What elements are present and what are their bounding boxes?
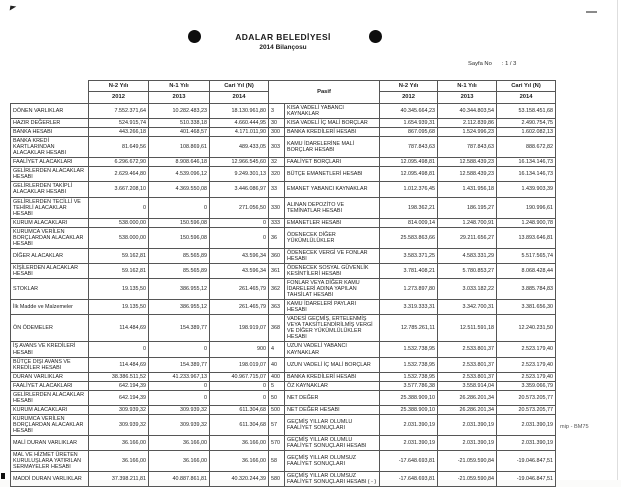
pasif-2014-cell: 190.996,61 xyxy=(497,197,556,218)
pasif-2012-cell: 1.654.939,31 xyxy=(380,119,438,128)
pasif-2013-cell: -21.059.590,84 xyxy=(438,451,497,472)
pasif-2013-cell: 1.524.996,23 xyxy=(438,128,497,137)
pasif-2012-cell: 867.095,68 xyxy=(380,128,438,137)
table-row xyxy=(11,405,556,414)
pasif-code-cell: 36 xyxy=(269,227,285,248)
col-header-n2-pasif: N-2 Yılı xyxy=(380,81,438,92)
pasif-code-cell: 580 xyxy=(269,472,285,487)
aktif-2013-cell: 8.908.646,18 xyxy=(149,158,210,167)
pasif-label-cell: FONLAR VEYA DİĞER KAMU İDARELERİ ADINA YAPILAN TAHSİLAT HESABI xyxy=(285,279,380,300)
pasif-code-cell: 33 xyxy=(269,182,285,197)
pasif-code-cell: 361 xyxy=(269,263,285,278)
aktif-2014-cell: 261.465,79 xyxy=(210,300,269,315)
pasif-code-cell: 57 xyxy=(269,414,285,435)
pasif-label-cell: NET DEĞER xyxy=(285,390,380,405)
aktif-2012-cell: 38.386.511,52 xyxy=(89,372,149,381)
table-row xyxy=(11,128,556,137)
pasif-label-cell: KAMU İDARELERİ PAYLARI HESABI xyxy=(285,300,380,315)
pasif-section-header: Pasif xyxy=(269,81,380,104)
table-row xyxy=(11,342,556,357)
pasif-2014-cell: 1.602.082,13 xyxy=(497,128,556,137)
scan-dash-mark xyxy=(586,11,597,13)
aktif-2014-cell: 271.056,50 xyxy=(210,197,269,218)
table-row xyxy=(11,390,556,405)
table-row xyxy=(11,137,556,158)
aktif-2013-cell: 85.565,89 xyxy=(149,248,210,263)
page-title: ADALAR BELEDİYESİ xyxy=(235,32,331,42)
balance-table-body xyxy=(11,103,556,486)
aktif-2013-cell: 150.596,08 xyxy=(149,218,210,227)
pasif-2013-cell: 1.431.956,18 xyxy=(438,182,497,197)
table-row xyxy=(11,167,556,182)
table-row xyxy=(11,315,556,342)
page-number xyxy=(468,61,516,67)
aktif-2014-cell: 18.130.961,80 xyxy=(210,103,269,118)
aktif-label-cell: KİŞİLERDEN ALACAKLAR HESABI xyxy=(11,263,89,278)
title-block xyxy=(193,32,373,51)
table-row xyxy=(11,103,556,118)
pasif-label-cell: GEÇMİŞ YILLAR OLUMLU FAALİYET SONUÇLARI HESABI xyxy=(285,436,380,451)
pasif-2014-cell: -19.046.847,51 xyxy=(497,472,556,487)
aktif-2014-cell: 36.166,00 xyxy=(210,451,269,472)
pasif-2013-cell: 2.533.801,37 xyxy=(438,357,497,372)
pasif-2012-cell: 1.532.738,95 xyxy=(380,372,438,381)
pasif-2013-cell: 5.780.853,27 xyxy=(438,263,497,278)
aktif-2013-cell: 309.939,32 xyxy=(149,405,210,414)
aktif-label-cell: BANKA KREDİ KARTLARINDAN ALACAKLAR HESABI xyxy=(11,137,89,158)
aktif-2012-cell: 538.000,00 xyxy=(89,227,149,248)
aktif-label-cell: DİĞER ALACAKLAR xyxy=(11,248,89,263)
pasif-label-cell: ÖDENECEK DİĞER YÜKÜMLÜLÜKLER xyxy=(285,227,380,248)
pasif-code-cell: 4 xyxy=(269,342,285,357)
pasif-2013-cell: 2.533.801,37 xyxy=(438,342,497,357)
aktif-label-cell: GELİRLERDEN TECİLLİ VE TEHİRLİ ALACAKLAR HESABI xyxy=(11,197,89,218)
aktif-header-spacer xyxy=(11,81,89,92)
table-row xyxy=(11,300,556,315)
pasif-2014-cell: 20.573.205,77 xyxy=(497,390,556,405)
aktif-2012-cell: 19.135,50 xyxy=(89,300,149,315)
pasif-code-cell: 40 xyxy=(269,357,285,372)
pasif-2012-cell: 3.583.371,25 xyxy=(380,248,438,263)
pasif-2012-cell: 25.388.909,10 xyxy=(380,390,438,405)
pasif-2013-cell: 2.112.839,86 xyxy=(438,119,497,128)
pasif-2013-cell: 787.843,63 xyxy=(438,137,497,158)
col-header-2013-pasif: 2013 xyxy=(438,92,497,103)
aktif-2012-cell: 36.166,00 xyxy=(89,436,149,451)
pasif-2014-cell: 53.158.451,68 xyxy=(497,103,556,118)
pasif-2012-cell: 25.583.863,66 xyxy=(380,227,438,248)
aktif-label-cell: ÖN ÖDEMELER xyxy=(11,315,89,342)
pasif-2012-cell: 3.319.333,31 xyxy=(380,300,438,315)
pasif-2012-cell: 3.781.408,21 xyxy=(380,263,438,278)
pasif-2014-cell: 16.134.146,73 xyxy=(497,167,556,182)
pasif-label-cell: GEÇMİŞ YILLAR OLUMLU FAALİYET SONUÇLARI xyxy=(285,414,380,435)
table-row xyxy=(11,263,556,278)
table-row xyxy=(11,279,556,300)
pasif-2014-cell: 5.517.565,74 xyxy=(497,248,556,263)
aktif-label-cell: DURAN VARLIKLAR xyxy=(11,372,89,381)
pasif-code-cell: 362 xyxy=(269,279,285,300)
aktif-2014-cell: 40.967.715,07 xyxy=(210,372,269,381)
pasif-2013-cell: 3.033.182,22 xyxy=(438,279,497,300)
pasif-code-cell: 368 xyxy=(269,315,285,342)
pasif-code-cell: 58 xyxy=(269,451,285,472)
aktif-2012-cell: 443.266,18 xyxy=(89,128,149,137)
pasif-2012-cell: 2.031.390,19 xyxy=(380,414,438,435)
aktif-2013-cell: 0 xyxy=(149,342,210,357)
balance-sheet-table xyxy=(10,80,556,487)
aktif-label-cell: GELİRLERDEN TAKİPLİ ALACAKLAR HESABI xyxy=(11,182,89,197)
aktif-2013-cell: 0 xyxy=(149,381,210,390)
aktif-label-cell: KURUM ALACAKLARI xyxy=(11,218,89,227)
aktif-2014-cell: 12.966.545,60 xyxy=(210,158,269,167)
pasif-code-cell: 400 xyxy=(269,372,285,381)
aktif-2013-cell: 85.565,89 xyxy=(149,263,210,278)
aktif-2012-cell: 59.162,81 xyxy=(89,248,149,263)
aktif-2012-cell: 2.629.464,80 xyxy=(89,167,149,182)
pasif-2014-cell: 2.031.390,19 xyxy=(497,414,556,435)
page-subtitle: 2014 Bilançosu xyxy=(259,44,307,51)
pasif-2013-cell: 2.031.390,19 xyxy=(438,414,497,435)
aktif-2012-cell: 36.166,00 xyxy=(89,451,149,472)
pasif-label-cell: GEÇMİŞ YILLAR OLUMSUZ FAALİYET SONUÇLARI HESABI ( - ) xyxy=(285,472,380,487)
table-row xyxy=(11,218,556,227)
table-row xyxy=(11,158,556,167)
pasif-code-cell: 5 xyxy=(269,381,285,390)
table-row xyxy=(11,472,556,487)
aktif-2014-cell: 43.596,34 xyxy=(210,248,269,263)
col-header-2014-pasif: 2014 xyxy=(497,92,556,103)
pasif-label-cell: BANKA KREDİLERİ HESABI xyxy=(285,372,380,381)
footer-code: mip - BM75 xyxy=(560,424,589,430)
pasif-label-cell: BANKA KREDİLERİ HESABI xyxy=(285,128,380,137)
aktif-2013-cell: 154.389,77 xyxy=(149,315,210,342)
pasif-2012-cell: 40.345.664,23 xyxy=(380,103,438,118)
header-row-periods xyxy=(11,81,556,92)
pasif-code-cell: 303 xyxy=(269,137,285,158)
aktif-2014-cell: 3.446.086,97 xyxy=(210,182,269,197)
aktif-2014-cell: 43.596,34 xyxy=(210,263,269,278)
aktif-2012-cell: 6.296.672,90 xyxy=(89,158,149,167)
table-row xyxy=(11,414,556,435)
aktif-2013-cell: 154.389,77 xyxy=(149,357,210,372)
aktif-2014-cell: 4.171.011,90 xyxy=(210,128,269,137)
col-header-n1-pasif: N-1 Yılı xyxy=(438,81,497,92)
pasif-2012-cell: 25.388.909,10 xyxy=(380,405,438,414)
pasif-label-cell: GEÇMİŞ YILLAR OLUMSUZ FAALİYET SONUÇLARI xyxy=(285,451,380,472)
aktif-2013-cell: 40.887.861,81 xyxy=(149,472,210,487)
pasif-2014-cell: -19.046.847,51 xyxy=(497,451,556,472)
pasif-code-cell: 300 xyxy=(269,128,285,137)
aktif-2012-cell: 3.667.208,10 xyxy=(89,182,149,197)
pasif-2013-cell: 2.031.390,19 xyxy=(438,436,497,451)
aktif-2014-cell: 489.433,05 xyxy=(210,137,269,158)
aktif-2012-cell: 642.194,39 xyxy=(89,390,149,405)
pasif-code-cell: 500 xyxy=(269,405,285,414)
pasif-label-cell: ÖZ KAYNAKLAR xyxy=(285,381,380,390)
table-row xyxy=(11,182,556,197)
pasif-2013-cell: -21.059.590,84 xyxy=(438,472,497,487)
pasif-2014-cell: 2.490.754,75 xyxy=(497,119,556,128)
pasif-label-cell: KISA VADELİ İÇ MALİ BORÇLAR xyxy=(285,119,380,128)
col-header-n2-aktif: N-2 Yılı xyxy=(89,81,149,92)
aktif-2013-cell: 4.369.550,08 xyxy=(149,182,210,197)
col-header-2013-aktif: 2013 xyxy=(149,92,210,103)
aktif-label-cell: MAL VE HİZMET ÜRETEN KURULUŞLARA YATIRILAN SERMAYELER HESABI xyxy=(11,451,89,472)
pasif-label-cell: ÖDENECEK SOSYAL GÜVENLİK KESİNTİLERİ HESABI xyxy=(285,263,380,278)
aktif-2012-cell: 114.484,69 xyxy=(89,357,149,372)
aktif-label-cell: KURUMCA VERİLEN BORÇLARDAN ALACAKLAR HESABI xyxy=(11,414,89,435)
pasif-2012-cell: -17.648.693,81 xyxy=(380,472,438,487)
pasif-2014-cell: 16.134.146,73 xyxy=(497,158,556,167)
aktif-label-cell: İŞ AVANS VE KREDİLERİ HESABI xyxy=(11,342,89,357)
aktif-2014-cell: 611.304,68 xyxy=(210,414,269,435)
pasif-label-cell: EMANET YABANCI KAYNAKLAR xyxy=(285,182,380,197)
aktif-2014-cell: 4.660.444,95 xyxy=(210,119,269,128)
aktif-2013-cell: 10.282.483,23 xyxy=(149,103,210,118)
pasif-label-cell: NET DEĞER HESABI xyxy=(285,405,380,414)
aktif-2013-cell: 510.338,18 xyxy=(149,119,210,128)
pasif-2012-cell: 1.273.897,80 xyxy=(380,279,438,300)
aktif-2014-cell: 900 xyxy=(210,342,269,357)
pasif-2012-cell: 3.577.786,38 xyxy=(380,381,438,390)
col-header-2012-aktif: 2012 xyxy=(89,92,149,103)
pasif-2013-cell: 4.583.331,29 xyxy=(438,248,497,263)
pasif-2012-cell: 1.012.376,45 xyxy=(380,182,438,197)
aktif-2014-cell: 0 xyxy=(210,390,269,405)
pasif-2012-cell: -17.648.693,81 xyxy=(380,451,438,472)
aktif-label-cell: MALİ DURAN VARLIKLAR xyxy=(11,436,89,451)
page-number-label: Sayfa No xyxy=(468,61,492,67)
pasif-2014-cell: 2.523.179,40 xyxy=(497,357,556,372)
pasif-2013-cell: 12.588.439,23 xyxy=(438,158,497,167)
aktif-2014-cell: 611.304,68 xyxy=(210,405,269,414)
aktif-2012-cell: 19.135,50 xyxy=(89,279,149,300)
page-number-value: : 1 / 3 xyxy=(501,61,517,67)
pasif-2014-cell: 13.893.646,81 xyxy=(497,227,556,248)
aktif-2014-cell: 198.019,07 xyxy=(210,357,269,372)
pasif-2014-cell: 8.068.428,44 xyxy=(497,263,556,278)
pasif-label-cell: ÖDENECEK VERGİ VE FONLAR HESABI xyxy=(285,248,380,263)
aktif-label-cell: FAALİYET ALACAKLARI xyxy=(11,158,89,167)
pasif-code-cell: 320 xyxy=(269,167,285,182)
pasif-2013-cell: 26.286.201,34 xyxy=(438,390,497,405)
aktif-2013-cell: 150.596,08 xyxy=(149,227,210,248)
pasif-2014-cell: 2.523.179,40 xyxy=(497,342,556,357)
aktif-2012-cell: 81.649,56 xyxy=(89,137,149,158)
pasif-2014-cell: 2.523.179,40 xyxy=(497,372,556,381)
pasif-2014-cell: 3.359.066,79 xyxy=(497,381,556,390)
aktif-2013-cell: 309.939,32 xyxy=(149,414,210,435)
aktif-header-spacer2 xyxy=(11,92,89,103)
aktif-2013-cell: 108.869,61 xyxy=(149,137,210,158)
pasif-label-cell: FAALİYET BORÇLARI xyxy=(285,158,380,167)
pasif-code-cell: 570 xyxy=(269,436,285,451)
aktif-2012-cell: 309.939,32 xyxy=(89,414,149,435)
aktif-2014-cell: 261.465,79 xyxy=(210,279,269,300)
pasif-code-cell: 30 xyxy=(269,119,285,128)
aktif-2013-cell: 386.955,12 xyxy=(149,279,210,300)
pasif-label-cell: EMANETLER HESABI xyxy=(285,218,380,227)
pasif-2012-cell: 1.532.738,95 xyxy=(380,342,438,357)
pasif-label-cell: UZUN VADELİ YABANCI KAYNAKLAR xyxy=(285,342,380,357)
table-row xyxy=(11,451,556,472)
aktif-label-cell: BÜTÇE DIŞI AVANS VE KREDİLER HESABI xyxy=(11,357,89,372)
pasif-2014-cell: 3.885.784,83 xyxy=(497,279,556,300)
aktif-2014-cell: 198.919,07 xyxy=(210,315,269,342)
aktif-label-cell: HAZIR DEĞERLER xyxy=(11,119,89,128)
pasif-2012-cell: 1.532.738,95 xyxy=(380,357,438,372)
aktif-2012-cell: 524.915,74 xyxy=(89,119,149,128)
aktif-2013-cell: 401.468,57 xyxy=(149,128,210,137)
table-row xyxy=(11,248,556,263)
pasif-2013-cell: 3.342.700,31 xyxy=(438,300,497,315)
pasif-2013-cell: 12.511.591,18 xyxy=(438,315,497,342)
aktif-label-cell: KURUM ALACAKLARI xyxy=(11,405,89,414)
aktif-2014-cell: 9.249.301,13 xyxy=(210,167,269,182)
pasif-2014-cell: 1.439.903,39 xyxy=(497,182,556,197)
aktif-2013-cell: 0 xyxy=(149,390,210,405)
col-header-2012-pasif: 2012 xyxy=(380,92,438,103)
aktif-2012-cell: 0 xyxy=(89,342,149,357)
table-row xyxy=(11,436,556,451)
table-row xyxy=(11,357,556,372)
table-row xyxy=(11,372,556,381)
scan-edge-line xyxy=(617,0,618,480)
pasif-code-cell: 50 xyxy=(269,390,285,405)
aktif-label-cell: GELİRLERDEN ALACAKLAR HESABI xyxy=(11,390,89,405)
scan-speck xyxy=(1,473,5,479)
aktif-2012-cell: 309.939,32 xyxy=(89,405,149,414)
aktif-label-cell: İlk Madde ve Malzemeler xyxy=(11,300,89,315)
scan-artifact-mark xyxy=(10,6,17,12)
aktif-2012-cell: 59.162,81 xyxy=(89,263,149,278)
aktif-label-cell: STOKLAR xyxy=(11,279,89,300)
aktif-label-cell: MADDİ DURAN VARLIKLAR xyxy=(11,472,89,487)
col-header-cari-aktif: Cari Yıl (N) xyxy=(210,81,269,92)
aktif-2012-cell: 37.398.211,81 xyxy=(89,472,149,487)
aktif-2014-cell: 0 xyxy=(210,218,269,227)
pasif-code-cell: 32 xyxy=(269,158,285,167)
aktif-2013-cell: 41.233.967,13 xyxy=(149,372,210,381)
pasif-2012-cell: 12.095.498,81 xyxy=(380,158,438,167)
pasif-2014-cell: 12.240.231,50 xyxy=(497,315,556,342)
aktif-2013-cell: 36.166,00 xyxy=(149,436,210,451)
aktif-2013-cell: 386.955,12 xyxy=(149,300,210,315)
pasif-2013-cell: 1.248.700,91 xyxy=(438,218,497,227)
pasif-2013-cell: 26.286.201,34 xyxy=(438,405,497,414)
aktif-2012-cell: 114.484,69 xyxy=(89,315,149,342)
aktif-label-cell: GELİRLERDEN ALACAKLAR HESABI xyxy=(11,167,89,182)
pasif-2012-cell: 12.095.498,81 xyxy=(380,167,438,182)
pasif-2013-cell: 40.344.803,54 xyxy=(438,103,497,118)
pasif-2013-cell: 29.211.656,27 xyxy=(438,227,497,248)
aktif-2013-cell: 36.166,00 xyxy=(149,451,210,472)
pasif-2012-cell: 12.785.261,11 xyxy=(380,315,438,342)
pasif-2012-cell: 787.843,63 xyxy=(380,137,438,158)
pasif-2014-cell: 20.573.205,77 xyxy=(497,405,556,414)
table-row xyxy=(11,227,556,248)
pasif-code-cell: 3 xyxy=(269,103,285,118)
pasif-2013-cell: 12.588.439,23 xyxy=(438,167,497,182)
pasif-2014-cell: 888.672,82 xyxy=(497,137,556,158)
aktif-2014-cell: 40.320.244,39 xyxy=(210,472,269,487)
col-header-n1-aktif: N-1 Yılı xyxy=(149,81,210,92)
pasif-label-cell: ALINAN DEPOZİTO VE TEMİNATLAR HESABI xyxy=(285,197,380,218)
aktif-label-cell: KURUMCA VERİLEN BORÇLARDAN ALACAKLAR HESABI xyxy=(11,227,89,248)
aktif-2013-cell: 4.539.096,12 xyxy=(149,167,210,182)
col-header-2014-aktif: 2014 xyxy=(210,92,269,103)
pasif-code-cell: 333 xyxy=(269,218,285,227)
aktif-2012-cell: 642.194,39 xyxy=(89,381,149,390)
pasif-2014-cell: 1.248.900,78 xyxy=(497,218,556,227)
pasif-code-cell: 330 xyxy=(269,197,285,218)
pasif-2012-cell: 2.031.390,19 xyxy=(380,436,438,451)
pasif-2013-cell: 3.558.914,04 xyxy=(438,381,497,390)
aktif-label-cell: DÖNEN VARLIKLAR xyxy=(11,103,89,118)
table-row xyxy=(11,197,556,218)
pasif-2014-cell: 3.381.656,30 xyxy=(497,300,556,315)
aktif-2012-cell: 0 xyxy=(89,197,149,218)
pasif-label-cell: VADESİ GEÇMİŞ, ERTELENMİŞ VEYA TAKSİTLENDİRİLMİŞ VERGİ VE DİĞER YÜKÜMLÜLÜKLER HESABI xyxy=(285,315,380,342)
aktif-2012-cell: 7.552.371,64 xyxy=(89,103,149,118)
pasif-code-cell: 360 xyxy=(269,248,285,263)
pasif-label-cell: BÜTÇE EMANETLERİ HESABI xyxy=(285,167,380,182)
table-row xyxy=(11,381,556,390)
aktif-2014-cell: 0 xyxy=(210,381,269,390)
pasif-2013-cell: 186.195,27 xyxy=(438,197,497,218)
aktif-2014-cell: 0 xyxy=(210,227,269,248)
pasif-label-cell: KISA VADELİ YABANCI KAYNAKLAR xyxy=(285,103,380,118)
col-header-cari-pasif: Cari Yıl (N) xyxy=(497,81,556,92)
pasif-2012-cell: 198.362,21 xyxy=(380,197,438,218)
pasif-label-cell: UZUN VADELİ İÇ MALİ BORÇLAR xyxy=(285,357,380,372)
aktif-label-cell: BANKA HESABI xyxy=(11,128,89,137)
aktif-2014-cell: 36.166,00 xyxy=(210,436,269,451)
table-row xyxy=(11,119,556,128)
pasif-2014-cell: 2.031.390,19 xyxy=(497,436,556,451)
pasif-code-cell: 363 xyxy=(269,300,285,315)
pasif-2012-cell: 814.009,14 xyxy=(380,218,438,227)
aktif-label-cell: FAALİYET ALACAKLARI xyxy=(11,381,89,390)
pasif-label-cell: KAMU İDARELERİNE MALİ BORÇLAR HESABI xyxy=(285,137,380,158)
aktif-2012-cell: 538.000,00 xyxy=(89,218,149,227)
pasif-2013-cell: 2.533.801,37 xyxy=(438,372,497,381)
aktif-2013-cell: 0 xyxy=(149,197,210,218)
